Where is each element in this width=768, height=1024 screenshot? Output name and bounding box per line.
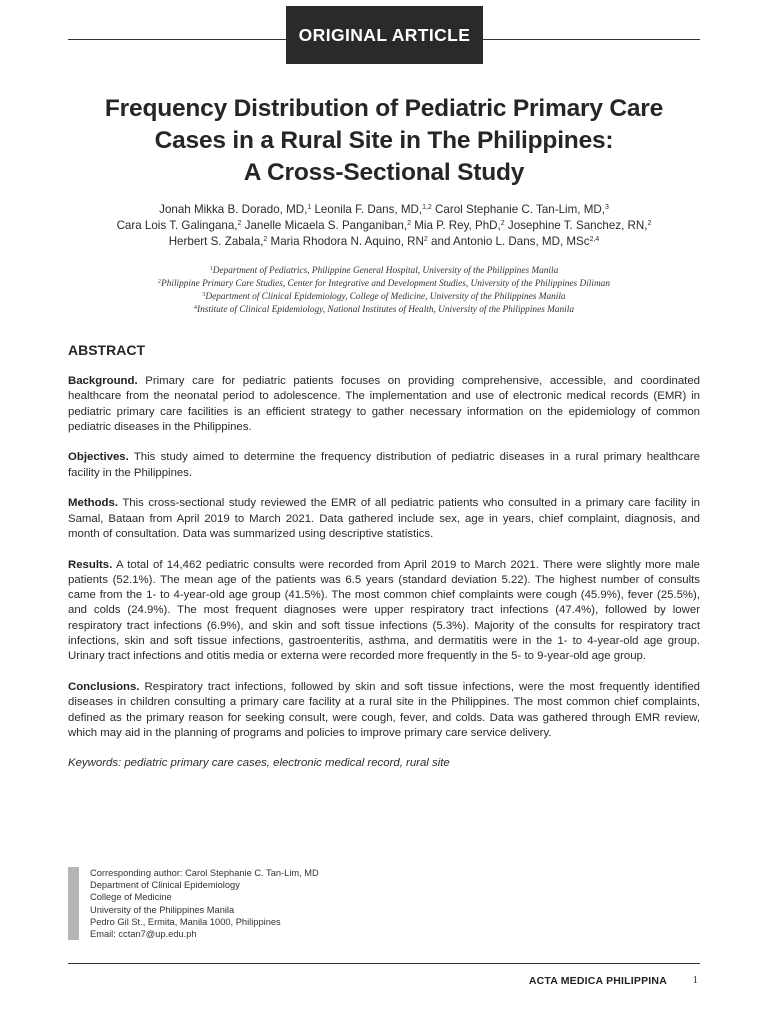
- affiliation-item: [40, 304, 728, 317]
- section-label: Objectives.: [68, 451, 129, 464]
- author-name: Jonah Mikka B. Dorado, MD,: [159, 203, 308, 216]
- article-title: [40, 93, 728, 189]
- correspondence-email[interactable]: Email: cctan7@up.edu.ph: [90, 929, 197, 940]
- affiliation-sup: 2: [158, 279, 162, 285]
- abstract-background: [68, 374, 700, 435]
- author-line: [40, 202, 728, 218]
- correspondence-line: Corresponding author: Carol Stephanie C. Tan-Lim, MD: [90, 868, 319, 878]
- section-label: Conclusions.: [68, 680, 140, 693]
- section-label: Methods.: [68, 497, 118, 510]
- affiliation-item: [40, 265, 728, 278]
- section-text: A total of 14,462 pediatric consults were recorded from April 2019 to March 2021. There were slightly more male patients (52.1%). The mean age of the patients was 6.5 years (standard deviation 5.22). The highest number of consults came from the 1- to 4-year-old age group (41.5%). The most common chief complaints were cough (45.9%), fever (25.5%), and colds (24.9%). The most frequent diagnoses were upper respiratory tract infections (47.4%), followed by lower respiratory tract infections (6.9%), and skin and soft tissue infections (5.3%). Majority of the consults for respiratory tract infections, skin and soft tissue infections, gastroenteritis, asthma, and dermatitis were in the 1- to 4-year-old age group. Urinary tract infections and otitis media or externa were recorded more frequently in the 5- to 9-year-old age group.: [68, 558, 700, 663]
- abstract-keywords: Keywords: pediatric primary care cases, electronic medical record, rural site: [68, 757, 450, 770]
- affiliation-text: Philippine Primary Care Studies, Center for Integrative and Development Studies, University of the Philippines Diliman: [161, 279, 610, 289]
- author-affil-sup: 2,4: [589, 236, 600, 243]
- abstract-body: [68, 374, 700, 787]
- affiliation-sup: 3: [202, 292, 206, 298]
- abstract-conclusions: [68, 680, 700, 741]
- author-list: [40, 202, 728, 250]
- author-affil-sup: 2: [407, 220, 411, 227]
- author-affil-sup: 1: [307, 204, 312, 211]
- section-text: Primary care for pediatric patients focuses on providing comprehensive, accessible, and coordinated healthcare from the neonatal period to adolescence. The implementation and use of electronic medical records (EMR) in pediatric primary care facilities is an efficient strategy to gather necessary information on the epidemiology of common pediatric diseases in the Philippines.: [68, 375, 700, 433]
- author-affil-sup: 3: [604, 204, 609, 211]
- title-line: Frequency Distribution of Pediatric Primary Care: [104, 95, 664, 122]
- correspondence-line: Pedro Gil St., Ermita, Manila 1000, Philippines: [90, 916, 281, 927]
- abstract-objectives: [68, 450, 700, 481]
- author-line: [40, 218, 728, 234]
- title-line: Cases in a Rural Site in The Philippines:: [154, 127, 614, 154]
- author-line: [40, 234, 728, 250]
- author-name: Carol Stephanie C. Tan-Lim, MD,: [431, 203, 605, 216]
- correspondence-line: Department of Clinical Epidemiology: [90, 880, 240, 891]
- section-text: This study aimed to determine the frequency distribution of pediatric diseases in a rural primary healthcare facility in the Philippines.: [68, 451, 700, 479]
- affiliation-sup: 1: [209, 266, 213, 272]
- author-affil-sup: 2: [423, 236, 428, 243]
- affiliation-text: Department of Pediatrics, Philippine General Hospital, University of the Philippines Manila: [212, 266, 559, 276]
- author-name: and Antonio L. Dans, MD, MSc: [427, 235, 590, 248]
- author-affil-sup: 2: [237, 220, 242, 227]
- section-label: Background.: [68, 375, 138, 387]
- correspondence-line: University of the Philippines Manila: [90, 904, 235, 915]
- correspondence-block: [90, 867, 319, 940]
- section-text: This cross-sectional study reviewed the EMR of all pediatric patients who consulted in a primary care facility in Samal, Bataan from April 2019 to March 2021. Data gathered include sex, age in years, chief complaint, diagnosis, and month of consultation. Data was summarized using descriptive statistics.: [68, 497, 700, 540]
- author-name: Leonila F. Dans, MD,: [311, 203, 423, 216]
- article-type-badge: ORIGINAL ARTICLE: [286, 6, 483, 64]
- author-affil-sup: 2: [263, 236, 268, 243]
- affiliation-item: [40, 278, 728, 291]
- abstract-methods: [68, 496, 700, 542]
- author-affil-sup: 2: [647, 220, 652, 227]
- journal-name: ACTA MEDICA PHILIPPINA: [528, 975, 667, 987]
- section-text: Respiratory tract infections, followed by skin and soft tissue infections, were the most frequently identified diseases in children consulting a primary care facility at a rural site in the Philippines. The most common chief complaints, defined as the primary reason for seeking consult, were cough, fever, and colds. Data was gathered through EMR review, which may aid in the planning of programs and policies to improve primary care service delivery.: [68, 680, 700, 739]
- abstract-heading: ABSTRACT: [68, 342, 145, 358]
- affiliation-list: [40, 265, 728, 317]
- author-name: Janelle Micaela S. Panganiban,: [241, 219, 408, 232]
- section-label: Results.: [68, 558, 113, 571]
- author-affil-sup: 2: [500, 220, 505, 227]
- author-name: Josephine T. Sanchez, RN,: [504, 219, 648, 232]
- affiliation-sup: 4: [193, 305, 197, 311]
- page-number: 1: [692, 974, 698, 986]
- affiliation-text: Department of Clinical Epidemiology, College of Medicine, University of the Philippines Manila: [205, 292, 566, 302]
- abstract-results: [68, 558, 700, 665]
- title-line: A Cross-Sectional Study: [243, 159, 525, 186]
- correspondence-line: College of Medicine: [90, 892, 172, 903]
- correspondence-bar: [68, 867, 79, 940]
- affiliation-text: Institute of Clinical Epidemiology, National Institutes of Health, University of the Philippines Manila: [196, 305, 574, 315]
- author-affil-sup: 1,2: [422, 204, 432, 211]
- author-name: Cara Lois T. Galingana,: [116, 219, 238, 232]
- footer-rule: [68, 963, 700, 964]
- affiliation-item: [40, 291, 728, 304]
- author-name: Maria Rhodora N. Aquino, RN: [267, 235, 424, 248]
- author-name: Mia P. Rey, PhD,: [410, 219, 501, 232]
- author-name: Herbert S. Zabala,: [168, 235, 264, 248]
